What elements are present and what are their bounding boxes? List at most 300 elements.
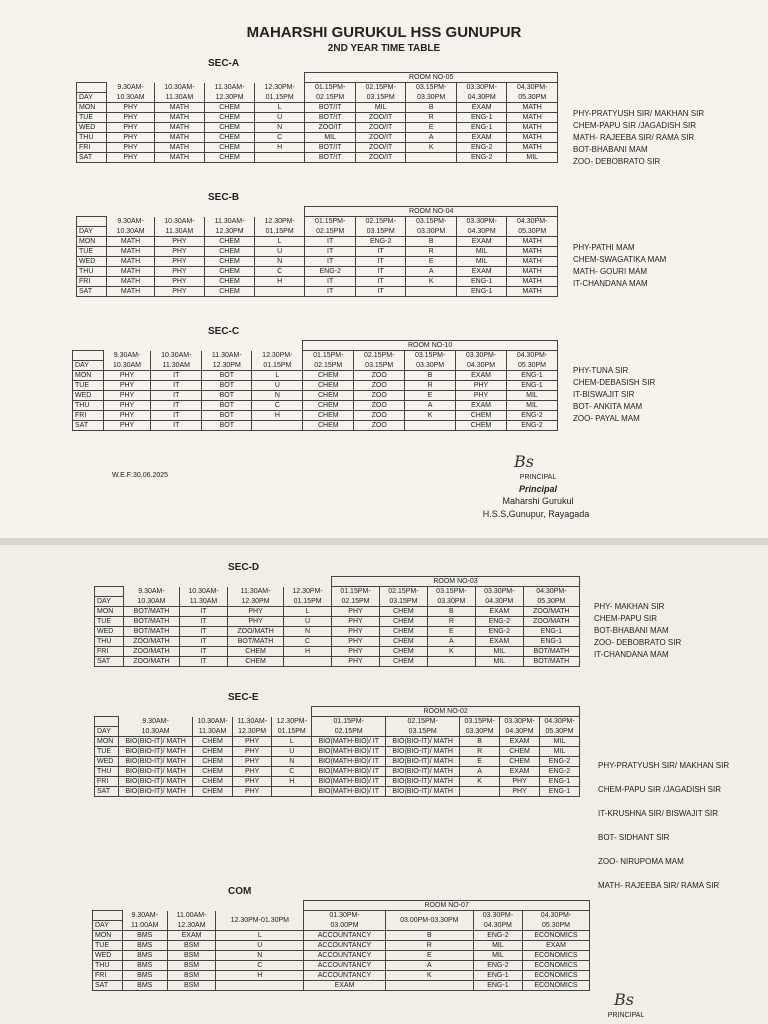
timetable-sec-d bbox=[94, 576, 580, 667]
break-cell: R bbox=[385, 941, 473, 951]
blank-cell bbox=[77, 73, 305, 83]
break-cell: R bbox=[406, 113, 457, 123]
subject-cell: CHEM bbox=[205, 287, 255, 297]
subject-cell: MIL bbox=[475, 647, 523, 657]
header-row-2 bbox=[93, 921, 590, 931]
room-number: ROOM NO-03 bbox=[332, 577, 580, 587]
subject-cell: MATH bbox=[507, 123, 558, 133]
subject-cell: BOT/IT bbox=[305, 153, 356, 163]
subject-cell: MATH bbox=[107, 247, 154, 257]
header-time-1-start: 9.30AM- bbox=[103, 351, 151, 361]
subject-cell: IT bbox=[305, 277, 356, 287]
header-time-4-start: 12.30PM- bbox=[272, 717, 312, 727]
day-cell: THU bbox=[77, 133, 107, 143]
subject-cell: PHY bbox=[232, 777, 271, 787]
header-time-1-end: 10.30AM bbox=[103, 361, 151, 371]
table-row bbox=[77, 287, 558, 297]
day-cell: TUE bbox=[95, 747, 119, 757]
subject-cell: ENG-1 bbox=[540, 787, 580, 797]
header-time-6-start: 02.15PM- bbox=[355, 83, 406, 93]
table-row bbox=[77, 123, 558, 133]
header-time-5-start: 01.15PM- bbox=[305, 83, 356, 93]
subject-cell: PHY bbox=[232, 767, 271, 777]
break-cell: K bbox=[427, 647, 475, 657]
lunch-cell bbox=[254, 153, 305, 163]
subject-cell: ENG-2 bbox=[473, 931, 522, 941]
teacher-entry: ZOO- NIRUPOMA MAM bbox=[598, 857, 684, 866]
subject-cell: ACCOUNTANCY bbox=[304, 931, 385, 941]
subject-cell: CHEM bbox=[205, 257, 255, 267]
subject-cell: PHY bbox=[154, 267, 205, 277]
header-day: DAY bbox=[95, 727, 119, 737]
subject-cell: CHEM bbox=[303, 411, 354, 421]
header-time-7-start: 03.15PM- bbox=[427, 587, 475, 597]
teacher-entry: ZOO- DEBOBRATO SIR bbox=[594, 638, 682, 647]
subject-cell: ZOO/MATH bbox=[123, 657, 179, 667]
subject-cell: MATH bbox=[507, 277, 558, 287]
section-label-d: SEC-D bbox=[228, 562, 260, 573]
subject-cell: ENG-2 bbox=[355, 237, 406, 247]
subject-cell: ECONOMICS bbox=[522, 931, 589, 941]
subject-cell: CHEM bbox=[303, 401, 354, 411]
header-time-6-start: 02.15PM- bbox=[355, 217, 406, 227]
subject-cell: ZOO bbox=[354, 421, 405, 431]
header-time-8-start: 03.30PM- bbox=[475, 587, 523, 597]
subject-cell: PHY bbox=[332, 627, 380, 637]
subject-cell: PHY bbox=[107, 103, 154, 113]
header-time-6-end: 03.15PM bbox=[355, 227, 406, 237]
day-cell: FRI bbox=[93, 971, 123, 981]
header-time-6-end: 03.15PM bbox=[355, 93, 406, 103]
subject-cell: IT bbox=[151, 381, 202, 391]
subject-cell: PHY bbox=[332, 617, 380, 627]
header-time-5-start: 01.15PM- bbox=[303, 351, 354, 361]
header-time-7-end: 03.30PM bbox=[427, 597, 475, 607]
subject-cell: MIL bbox=[456, 247, 507, 257]
lunch-cell: C bbox=[284, 637, 332, 647]
day-cell: SAT bbox=[77, 287, 107, 297]
header-day: DAY bbox=[95, 597, 124, 607]
break-cell: B bbox=[406, 237, 457, 247]
day-cell: THU bbox=[77, 267, 107, 277]
subject-cell: CHEM bbox=[205, 237, 255, 247]
subject-cell: ENG-2 bbox=[475, 627, 523, 637]
subject-cell: ACCOUNTANCY bbox=[304, 951, 385, 961]
header-time-4-end: 03.00PM bbox=[304, 921, 385, 931]
header-time-9-end: 05.30PM bbox=[507, 93, 558, 103]
subject-cell: ECONOMICS bbox=[522, 971, 589, 981]
subject-cell: CHEM bbox=[303, 421, 354, 431]
header-time-8-start: 03.30PM- bbox=[456, 83, 507, 93]
subject-cell: BSM bbox=[167, 951, 215, 961]
header-time-4-start: 12.30PM- bbox=[254, 83, 305, 93]
lunch-cell: N bbox=[272, 757, 312, 767]
teacher-entry: BOT-BHABANI MAM bbox=[594, 626, 669, 635]
blank-cell bbox=[73, 341, 303, 351]
subject-cell: EXAM bbox=[522, 941, 589, 951]
header-time-7-end: 05.30PM bbox=[522, 921, 589, 931]
break-cell: B bbox=[427, 607, 475, 617]
table-row bbox=[73, 391, 558, 401]
lunch-cell: C bbox=[272, 767, 312, 777]
header-time-7-end: 03.30PM bbox=[405, 361, 456, 371]
subject-cell: ENG-1 bbox=[507, 381, 558, 391]
subject-cell: ENG-1 bbox=[540, 777, 580, 787]
day-cell: SAT bbox=[73, 421, 104, 431]
table-row bbox=[95, 637, 580, 647]
header-time-4-end: 01.15PM bbox=[272, 727, 312, 737]
subject-cell: BOT bbox=[202, 371, 252, 381]
section-label-a: SEC-A bbox=[208, 58, 240, 69]
table-row bbox=[77, 133, 558, 143]
header-time-4-end: 01.15PM bbox=[254, 93, 305, 103]
subject-cell: BIO(BIO-IT)/ MATH bbox=[119, 777, 193, 787]
break-cell: R bbox=[406, 247, 457, 257]
subject-cell: PHY bbox=[500, 787, 540, 797]
teacher-entry: CHEM-PAPU SIR /JAGADISH SIR bbox=[598, 785, 721, 794]
subject-cell: IT bbox=[305, 237, 356, 247]
table-row bbox=[77, 113, 558, 123]
subject-cell: CHEM bbox=[205, 277, 255, 287]
header-time-9-end: 05.30PM bbox=[507, 361, 558, 371]
header-time-3-start: 11.30AM- bbox=[227, 587, 283, 597]
subject-cell: BOT bbox=[202, 421, 252, 431]
header-time-7-start: 03.15PM- bbox=[405, 351, 456, 361]
subject-cell: BIO(MATH-BIO)/ IT bbox=[312, 747, 386, 757]
header-time-5-start: 01.15PM- bbox=[332, 587, 380, 597]
lunch-cell: N bbox=[252, 391, 303, 401]
table-row bbox=[95, 767, 580, 777]
header-time-8-end: 04.30PM bbox=[475, 597, 523, 607]
subject-cell: EXAM bbox=[167, 931, 215, 941]
header-time-6-start: 02.15PM- bbox=[354, 351, 405, 361]
header-time-4-end: 01.15PM bbox=[254, 227, 305, 237]
subject-cell: IT bbox=[180, 607, 228, 617]
table-row bbox=[93, 981, 590, 991]
subject-cell: MATH bbox=[107, 237, 154, 247]
subject-cell: PHY bbox=[332, 607, 380, 617]
header-day: DAY bbox=[77, 227, 107, 237]
header-day-blank bbox=[77, 217, 107, 227]
teacher-list-sec-e bbox=[598, 754, 729, 898]
subject-cell: BIO(BIO-IT)/ MATH bbox=[119, 787, 193, 797]
teacher-list-sec-a bbox=[573, 108, 704, 168]
break-cell: E bbox=[406, 123, 457, 133]
subject-cell: ENG-2 bbox=[456, 153, 507, 163]
subject-cell: PHY bbox=[232, 787, 271, 797]
table-row bbox=[95, 787, 580, 797]
teacher-entry: CHEM-PAPU SIR /JAGADISH SIR bbox=[573, 121, 696, 130]
header-time-9-start: 04.30PM- bbox=[507, 217, 558, 227]
subject-cell: MIL bbox=[305, 133, 356, 143]
subject-cell: CHEM bbox=[205, 153, 255, 163]
header-time-8-end: 04.30PM bbox=[500, 727, 540, 737]
subject-cell: MATH bbox=[507, 267, 558, 277]
break-cell: A bbox=[405, 401, 456, 411]
teacher-list-sec-d bbox=[594, 601, 681, 661]
lunch-cell: U bbox=[254, 113, 305, 123]
subject-cell: MATH bbox=[107, 267, 154, 277]
subject-cell: CHEM bbox=[303, 391, 354, 401]
subject-cell: BOT bbox=[202, 381, 252, 391]
subject-cell: IT bbox=[151, 411, 202, 421]
break-cell: A bbox=[385, 961, 473, 971]
subject-cell: ZOO/MATH bbox=[523, 607, 579, 617]
room-number: ROOM NO-05 bbox=[305, 73, 558, 83]
section-label-c: SEC-C bbox=[208, 326, 240, 337]
subject-cell: ENG-2 bbox=[475, 617, 523, 627]
header-time-3-end: 12.30PM bbox=[205, 93, 255, 103]
subject-cell: ENG-2 bbox=[473, 961, 522, 971]
subject-cell: EXAM bbox=[456, 133, 507, 143]
day-cell: FRI bbox=[77, 143, 107, 153]
principal-label-2: PRINCIPAL bbox=[607, 1012, 645, 1019]
header-time-7-end: 03.30PM bbox=[460, 727, 500, 737]
subject-cell: IT bbox=[151, 401, 202, 411]
header-time-7-start: 03.15PM- bbox=[460, 717, 500, 727]
subject-cell: MIL bbox=[473, 941, 522, 951]
teacher-entry: CHEM-SWAGATIKA MAM bbox=[573, 255, 667, 264]
header-time-1-end: 10.30AM bbox=[123, 597, 179, 607]
header-time-4-end: 01.15PM bbox=[284, 597, 332, 607]
subject-cell: BOT/IT bbox=[305, 103, 356, 113]
subject-cell: ENG-2 bbox=[507, 421, 558, 431]
table-row bbox=[93, 951, 590, 961]
header-row-2 bbox=[77, 227, 558, 237]
table-row bbox=[77, 237, 558, 247]
timetable-sec-c bbox=[72, 340, 558, 431]
room-number: ROOM NO-07 bbox=[304, 901, 590, 911]
subject-cell: PHY bbox=[332, 647, 380, 657]
header-row-2 bbox=[73, 361, 558, 371]
teacher-list-sec-c bbox=[573, 365, 655, 425]
subject-cell: CHEM bbox=[379, 617, 427, 627]
header-time-8-end: 04.30PM bbox=[456, 361, 507, 371]
subject-cell: CHEM bbox=[303, 371, 354, 381]
room-row bbox=[95, 577, 580, 587]
table-row bbox=[95, 777, 580, 787]
lunch-cell: C bbox=[252, 401, 303, 411]
header-time-1-end: 10.30AM bbox=[107, 93, 154, 103]
header-time-3-end: 12.30PM bbox=[227, 597, 283, 607]
header-row-1 bbox=[95, 587, 580, 597]
day-cell: TUE bbox=[77, 113, 107, 123]
subject-cell: PHY bbox=[154, 287, 205, 297]
subject-cell: MATH bbox=[507, 247, 558, 257]
lunch-cell: H bbox=[272, 777, 312, 787]
subject-cell: ACCOUNTANCY bbox=[304, 961, 385, 971]
subject-cell: MIL bbox=[540, 747, 580, 757]
break-cell bbox=[406, 287, 457, 297]
table-row bbox=[93, 961, 590, 971]
teacher-entry: MATH- GOURI MAM bbox=[573, 267, 648, 276]
table-row bbox=[95, 657, 580, 667]
subject-cell: CHEM bbox=[205, 267, 255, 277]
header-row-1 bbox=[73, 351, 558, 361]
subject-cell: ZOO bbox=[354, 381, 405, 391]
subject-cell: IT bbox=[180, 637, 228, 647]
subject-cell: EXAM bbox=[456, 401, 507, 411]
header-time-9-start: 04.30PM- bbox=[540, 717, 580, 727]
teacher-entry: BOT- ANKITA MAM bbox=[573, 402, 643, 411]
subject-cell: ENG-1 bbox=[473, 971, 522, 981]
subject-cell: ENG-2 bbox=[305, 267, 356, 277]
subject-cell: ACCOUNTANCY bbox=[304, 971, 385, 981]
header-time-3-start: 11.30AM- bbox=[205, 83, 255, 93]
header-time-8-end: 04.30PM bbox=[456, 93, 507, 103]
table-row bbox=[73, 381, 558, 391]
break-cell bbox=[460, 787, 500, 797]
table-row bbox=[77, 247, 558, 257]
table-row bbox=[77, 143, 558, 153]
break-cell bbox=[427, 657, 475, 667]
header-time-7-end: 03.30PM bbox=[406, 227, 457, 237]
subject-cell: BOT/IT bbox=[305, 113, 356, 123]
table-row bbox=[95, 747, 580, 757]
subject-cell: EXAM bbox=[475, 637, 523, 647]
header-time-7-start: 03.15PM- bbox=[406, 217, 457, 227]
subject-cell: CHEM bbox=[379, 637, 427, 647]
day-cell: TUE bbox=[95, 617, 124, 627]
lunch-cell bbox=[216, 981, 304, 991]
school-title: MAHARSHI GURUKUL HSS GUNUPUR bbox=[246, 24, 522, 41]
teacher-entry: PHY-PRATYUSH SIR/ MAKHAN SIR bbox=[573, 109, 705, 118]
header-time-3-start: 11.30AM- bbox=[202, 351, 252, 361]
subject-cell: ZOO/MATH bbox=[123, 637, 179, 647]
header-time-2-end: 12.30AM bbox=[167, 921, 215, 931]
subject-cell: IT bbox=[305, 247, 356, 257]
subject-cell: BIO(BIO-IT)/ MATH bbox=[386, 737, 460, 747]
day-cell: MON bbox=[95, 607, 124, 617]
subject-cell: IT bbox=[151, 371, 202, 381]
header-time-1-start: 9.30AM- bbox=[107, 83, 154, 93]
subject-cell: IT bbox=[180, 657, 228, 667]
lunch-cell: H bbox=[252, 411, 303, 421]
day-cell: TUE bbox=[93, 941, 123, 951]
lunch-cell: U bbox=[252, 381, 303, 391]
subject-cell: MATH bbox=[154, 133, 205, 143]
subject-cell: PHY bbox=[103, 391, 151, 401]
header-day-blank bbox=[95, 717, 119, 727]
header-time-3: 12.30PM-01.30PM bbox=[216, 911, 304, 931]
header-time-8-end: 04.30PM bbox=[456, 227, 507, 237]
lunch-cell: H bbox=[216, 971, 304, 981]
header-time-2-start: 11.00AM- bbox=[167, 911, 215, 921]
subject-cell: MATH bbox=[507, 133, 558, 143]
break-cell: E bbox=[460, 757, 500, 767]
subject-cell: MIL bbox=[507, 153, 558, 163]
subject-cell: PHY bbox=[154, 277, 205, 287]
subject-cell: MATH bbox=[154, 113, 205, 123]
subject-cell: CHEM bbox=[227, 647, 283, 657]
header-row-1 bbox=[93, 911, 590, 921]
header-time-1-end: 11.00AM bbox=[122, 921, 167, 931]
subject-cell: ZOO/IT bbox=[355, 123, 406, 133]
break-cell: R bbox=[460, 747, 500, 757]
header-row-2 bbox=[77, 93, 558, 103]
break-cell: K bbox=[460, 777, 500, 787]
subject-cell: MIL bbox=[475, 657, 523, 667]
room-row bbox=[93, 901, 590, 911]
header-time-1-start: 9.30AM- bbox=[122, 911, 167, 921]
day-cell: MON bbox=[93, 931, 123, 941]
header-time-9-start: 04.30PM- bbox=[507, 351, 558, 361]
subject-cell: ENG-2 bbox=[540, 767, 580, 777]
subject-cell: CHEM bbox=[193, 737, 233, 747]
header-time-3-end: 12.30PM bbox=[202, 361, 252, 371]
subject-cell: PHY bbox=[107, 143, 154, 153]
header-time-5: 03.00PM-03.30PM bbox=[385, 911, 473, 931]
header-day-blank bbox=[73, 351, 104, 361]
break-cell: E bbox=[406, 257, 457, 267]
header-time-9-start: 04.30PM- bbox=[507, 83, 558, 93]
lunch-cell: L bbox=[216, 931, 304, 941]
subject-cell: MATH bbox=[154, 153, 205, 163]
subject-cell: MATH bbox=[154, 103, 205, 113]
break-cell bbox=[385, 981, 473, 991]
subject-cell: MATH bbox=[507, 103, 558, 113]
break-cell: E bbox=[405, 391, 456, 401]
subject-cell: BOT bbox=[202, 411, 252, 421]
day-cell: THU bbox=[73, 401, 104, 411]
subject-cell: BIO(MATH-BIO)/ IT bbox=[312, 777, 386, 787]
subject-cell: BOT/MATH bbox=[523, 657, 579, 667]
header-time-2-start: 10.30AM- bbox=[193, 717, 233, 727]
subject-cell: CHEM bbox=[379, 647, 427, 657]
lunch-cell: U bbox=[216, 941, 304, 951]
break-cell: E bbox=[385, 951, 473, 961]
room-number: ROOM NO-04 bbox=[305, 207, 558, 217]
subject-cell: PHY bbox=[500, 777, 540, 787]
subject-cell: CHEM bbox=[500, 747, 540, 757]
teacher-entry: CHEM-DEBASISH SIR bbox=[573, 378, 656, 387]
subject-cell: PHY bbox=[227, 607, 283, 617]
subject-cell: CHEM bbox=[227, 657, 283, 667]
subject-cell: ZOO bbox=[354, 411, 405, 421]
day-cell: FRI bbox=[73, 411, 104, 421]
header-time-4-start: 12.30PM- bbox=[284, 587, 332, 597]
subject-cell: ZOO/MATH bbox=[523, 617, 579, 627]
subject-cell: PHY bbox=[232, 747, 271, 757]
lunch-cell: L bbox=[254, 237, 305, 247]
break-cell: A bbox=[406, 267, 457, 277]
subject-cell: MIL bbox=[355, 103, 406, 113]
subject-cell: ENG-1 bbox=[456, 277, 507, 287]
header-time-2-end: 11.30AM bbox=[151, 361, 202, 371]
timetable-sec-e bbox=[94, 706, 580, 797]
day-cell: MON bbox=[77, 103, 107, 113]
teacher-entry: PHY-TUNA SIR bbox=[573, 366, 629, 375]
subject-cell: EXAM bbox=[304, 981, 385, 991]
header-time-9-end: 05.30PM bbox=[507, 227, 558, 237]
timetable-sec-b bbox=[76, 206, 558, 297]
lunch-cell: N bbox=[284, 627, 332, 637]
subject-cell: PHY bbox=[107, 133, 154, 143]
subject-cell: BIO(BIO-IT)/ MATH bbox=[386, 787, 460, 797]
subject-cell: CHEM bbox=[379, 657, 427, 667]
lunch-cell bbox=[254, 287, 305, 297]
subject-cell: BIO(BIO-IT)/ MATH bbox=[119, 747, 193, 757]
day-cell: TUE bbox=[73, 381, 104, 391]
break-cell: B bbox=[406, 103, 457, 113]
subject-cell: IT bbox=[355, 287, 406, 297]
subject-cell: MATH bbox=[107, 257, 154, 267]
subject-cell: BMS bbox=[122, 971, 167, 981]
lunch-cell: N bbox=[254, 257, 305, 267]
subject-cell: IT bbox=[151, 391, 202, 401]
lunch-cell: C bbox=[254, 267, 305, 277]
subject-cell: BOT bbox=[202, 401, 252, 411]
